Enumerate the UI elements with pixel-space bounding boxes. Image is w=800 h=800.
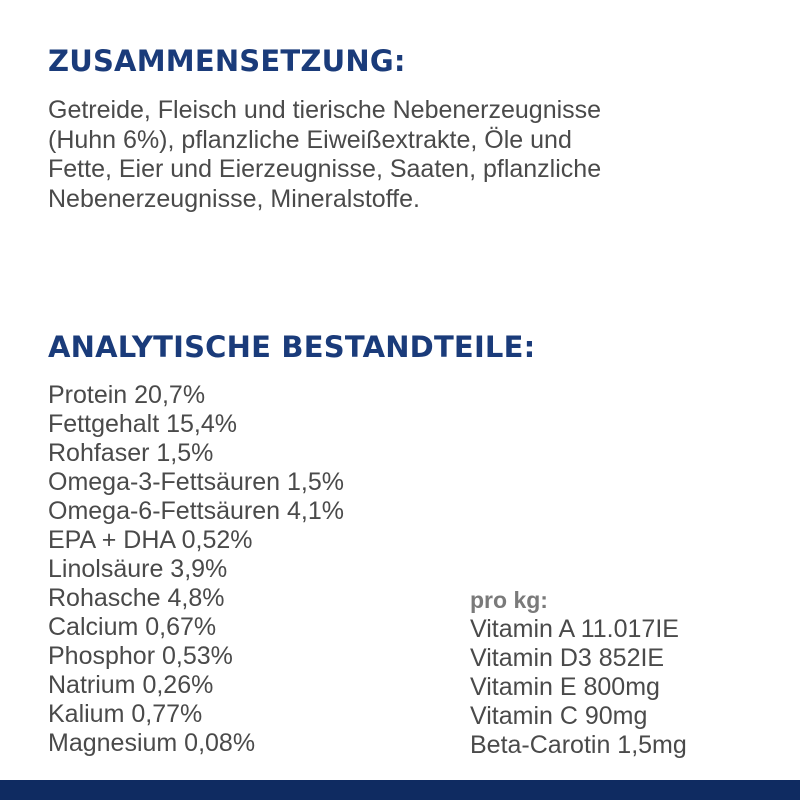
vitamin-item: Beta-Carotin 1,5mg bbox=[470, 731, 687, 759]
analytical-item: Fettgehalt 15,4% bbox=[48, 410, 238, 438]
composition-text bbox=[48, 96, 768, 214]
vitamin-item: Vitamin D3 852IE bbox=[470, 644, 665, 672]
analytical-heading: ANALYTISCHE BESTANDTEILE: bbox=[48, 330, 536, 364]
vitamin-list bbox=[470, 586, 687, 760]
vitamin-item: Vitamin E 800mg bbox=[470, 673, 660, 701]
analytical-item: Linolsäure 3,9% bbox=[48, 555, 228, 583]
composition-heading: ZUSAMMENSETZUNG: bbox=[48, 44, 406, 78]
analytical-item: Phosphor 0,53% bbox=[48, 642, 233, 670]
bottom-bar bbox=[0, 780, 800, 800]
composition-line: Getreide, Fleisch und tierische Nebenerzeugnisse bbox=[48, 96, 602, 124]
composition-line: Nebenerzeugnisse, Mineralstoffe. bbox=[48, 184, 420, 213]
analytical-item: Rohasche 4,8% bbox=[48, 584, 225, 612]
composition-line: Fette, Eier und Eierzeugnisse, Saaten, pflanzliche bbox=[48, 155, 602, 183]
analytical-item: Omega-3-Fettsäuren 1,5% bbox=[48, 468, 344, 496]
analytical-item: Natrium 0,26% bbox=[48, 671, 214, 699]
analytical-item: Protein 20,7% bbox=[48, 381, 206, 409]
analytical-list bbox=[48, 381, 344, 758]
vitamin-item: Vitamin C 90mg bbox=[470, 702, 648, 730]
per-kg-label: pro kg: bbox=[470, 587, 548, 613]
analytical-item: Calcium 0,67% bbox=[48, 613, 217, 641]
analytical-item: Omega-6-Fettsäuren 4,1% bbox=[48, 497, 344, 525]
analytical-item: Kalium 0,77% bbox=[48, 700, 203, 728]
analytical-item: Magnesium 0,08% bbox=[48, 729, 256, 757]
composition-line: (Huhn 6%), pflanzliche Eiweißextrakte, Öle und bbox=[48, 125, 572, 154]
analytical-item: Rohfaser 1,5% bbox=[48, 439, 214, 467]
analytical-item: EPA + DHA 0,52% bbox=[48, 526, 253, 554]
vitamin-item: Vitamin A 11.017IE bbox=[470, 615, 679, 643]
